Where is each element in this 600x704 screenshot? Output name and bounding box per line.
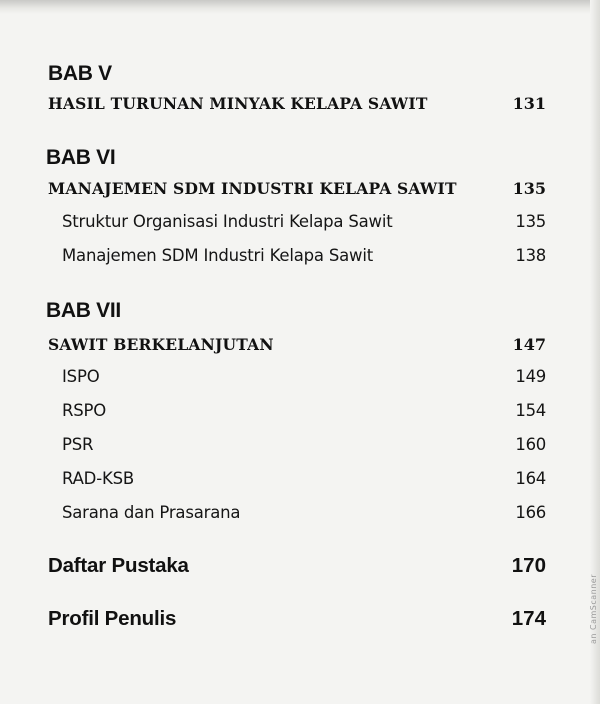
chapter-label-bab-vii: BAB VII bbox=[46, 299, 121, 322]
toc-entry-title: ISPO bbox=[62, 367, 100, 386]
toc-entry-page: 160 bbox=[515, 435, 546, 454]
chapter-label-bab-vi: BAB VI bbox=[46, 146, 116, 169]
toc-entry-title: PSR bbox=[62, 435, 94, 454]
toc-entry-page: 135 bbox=[515, 212, 546, 231]
toc-daftar-pustaka-page: 170 bbox=[511, 554, 546, 577]
chapter-title-bab-vii: SAWIT BERKELANJUTAN bbox=[48, 335, 274, 354]
toc-entry-title: Sarana dan Prasarana bbox=[62, 503, 241, 522]
chapter-title-bab-v: HASIL TURUNAN MINYAK KELAPA SAWIT bbox=[48, 94, 428, 113]
toc-entry-title: Struktur Organisasi Industri Kelapa Sawit bbox=[62, 212, 393, 231]
toc-entry-page: 164 bbox=[515, 469, 546, 488]
toc-entry-title: RSPO bbox=[62, 401, 107, 420]
toc-entry-page: 138 bbox=[515, 246, 546, 265]
toc-profil-penulis-page: 174 bbox=[511, 607, 546, 630]
chapter-page-bab-vi: 135 bbox=[512, 179, 546, 198]
chapter-label-bab-v: BAB V bbox=[48, 62, 112, 85]
chapter-title-bab-vi: MANAJEMEN SDM INDUSTRI KELAPA SAWIT bbox=[48, 179, 457, 198]
chapter-page-bab-vii: 147 bbox=[512, 335, 546, 354]
toc-entry-page: 166 bbox=[515, 503, 546, 522]
toc-daftar-pustaka-title: Daftar Pustaka bbox=[48, 554, 189, 577]
page-top-shadow bbox=[0, 0, 600, 14]
toc-profil-penulis-title: Profil Penulis bbox=[48, 607, 177, 630]
toc-entry-title: Manajemen SDM Industri Kelapa Sawit bbox=[62, 246, 373, 265]
toc-entry-page: 154 bbox=[515, 401, 546, 420]
chapter-page-bab-v: 131 bbox=[512, 94, 546, 113]
scanner-watermark: an CamScanner bbox=[589, 573, 598, 644]
toc-entry-title: RAD-KSB bbox=[62, 469, 134, 488]
toc-entry-page: 149 bbox=[515, 367, 546, 386]
